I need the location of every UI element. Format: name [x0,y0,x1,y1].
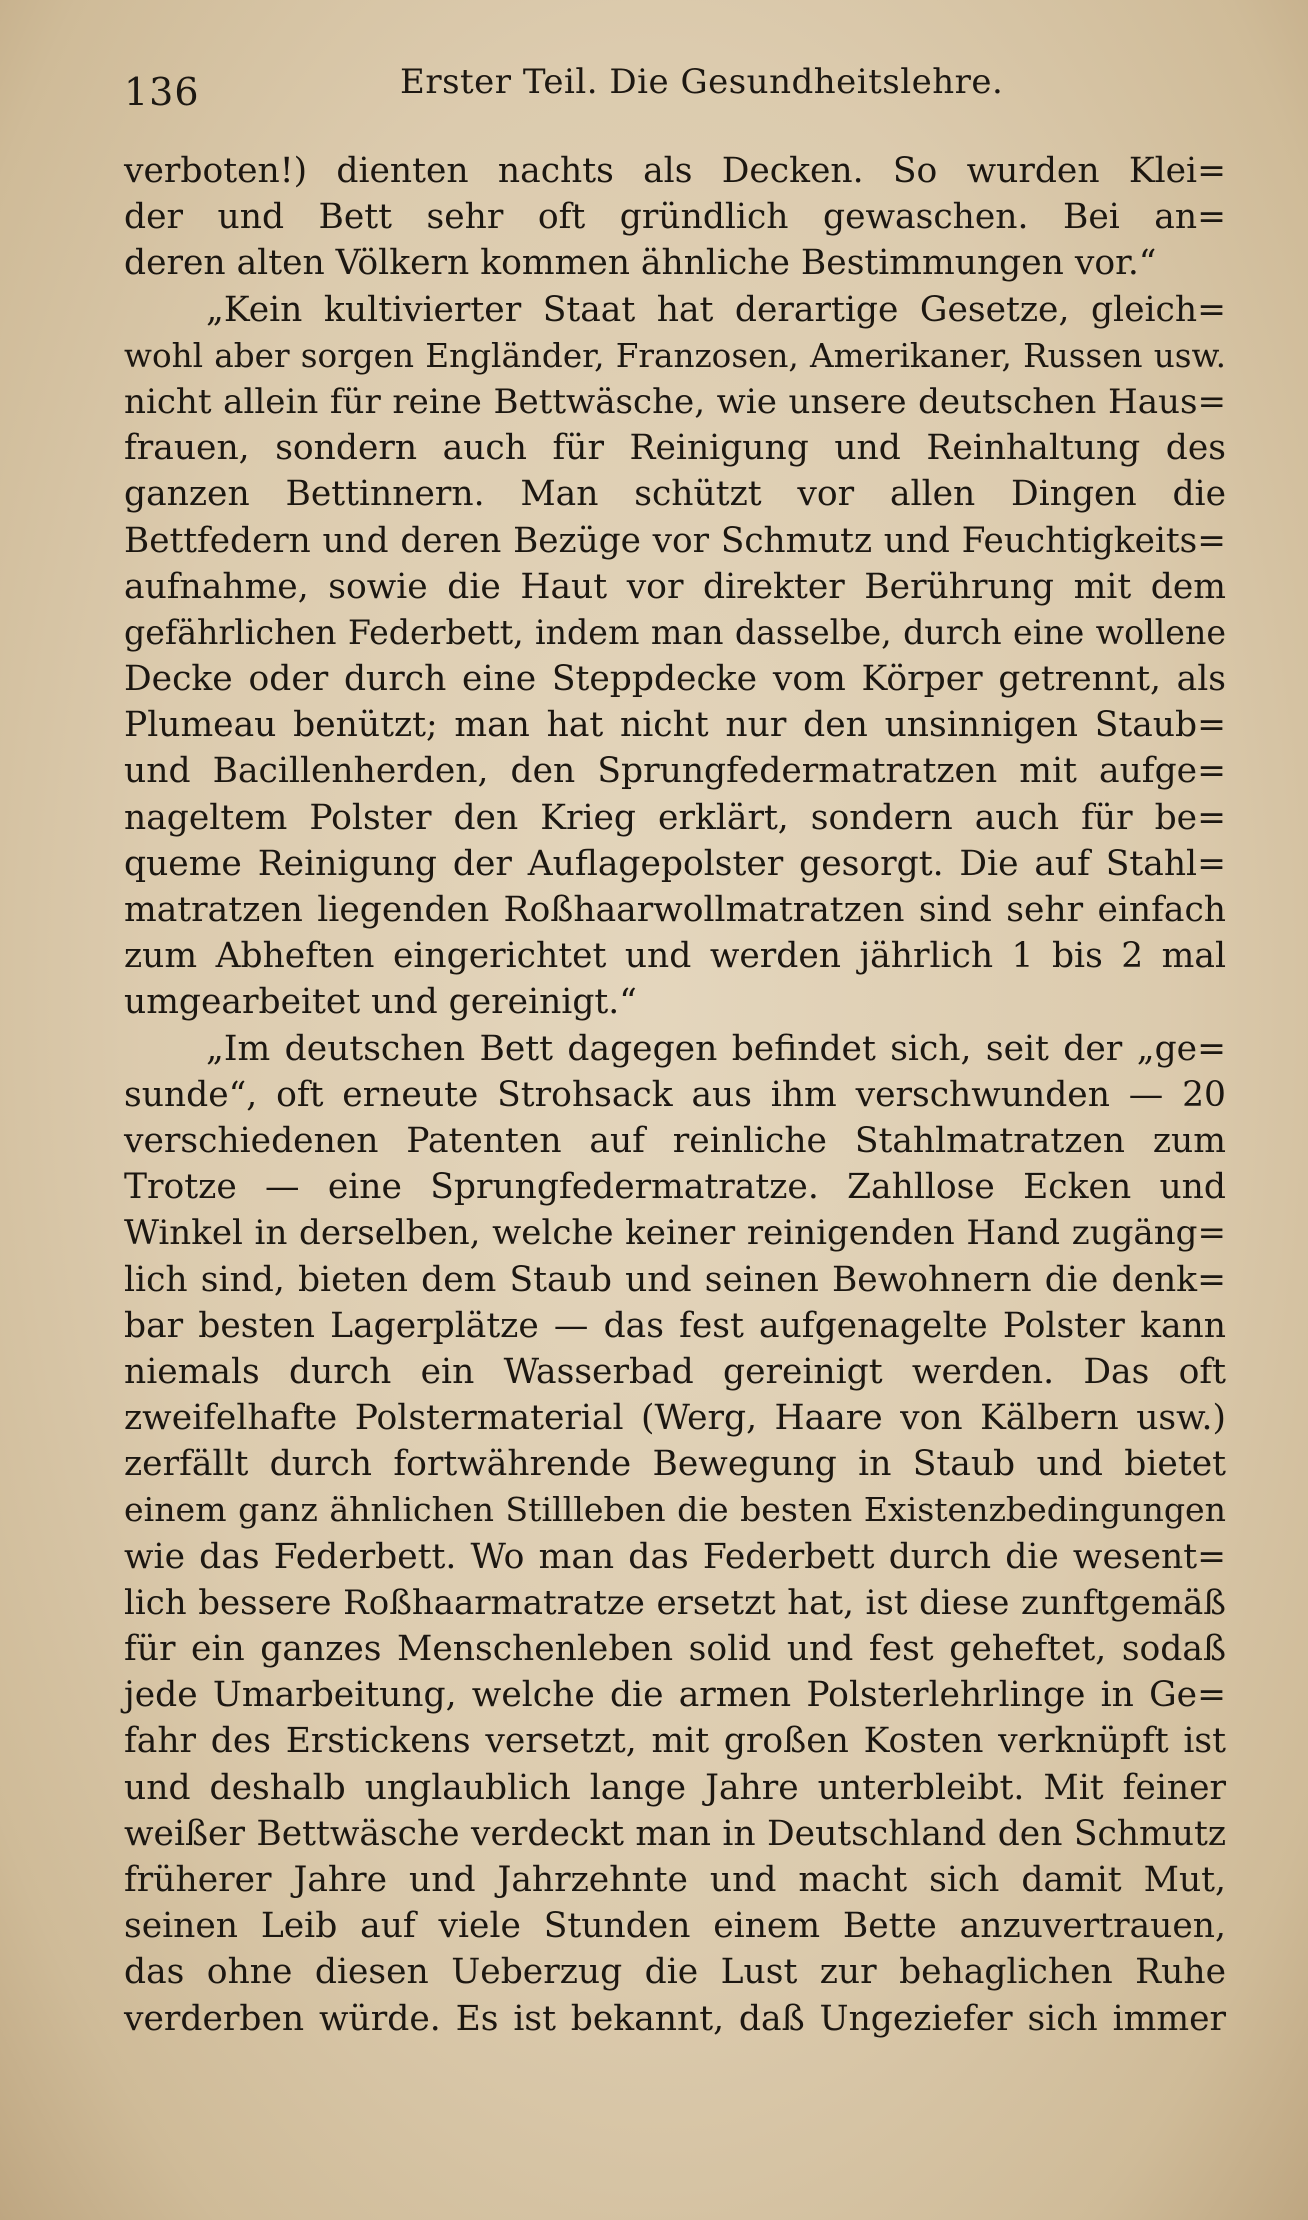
text-line: jede Umarbeitung, welche die armen Polsterlehrlinge in Ge= [124,1675,1226,1716]
text-line: niemals durch ein Wasserbad gereinigt werden. Das oft [124,1351,1226,1392]
text-line: das ohne diesen Ueberzug die Lust zur behaglichen Ruhe [124,1952,1226,1993]
text-line: Plumeau benützt; man hat nicht nur den unsinnigen Staub= [124,705,1226,746]
text-line: verboten!) dienten nachts als Decken. So wurden Klei= [124,151,1226,191]
text-line: zweifelhafte Polstermaterial (Werg, Haare von Kälbern usw.) [124,1398,1226,1439]
text-line: zum Abheften eingerichtet und werden jährlich 1 bis 2 mal [124,936,1226,977]
text-line: wie das Federbett. Wo man das Federbett durch die wesent= [124,1536,1226,1577]
text-line: seinen Leib auf viele Stunden einem Bette anzuvertrauen, [124,1906,1226,1947]
text-line: Trotze — eine Sprungfedermatratze. Zahllose Ecken und [124,1167,1226,1208]
text-line: verschiedenen Patenten auf reinliche Stahlmatratzen zum [124,1120,1226,1161]
text-line: ganzen Bettinnern. Man schützt vor allen Dingen die [124,474,1226,515]
text-line: der und Bett sehr oft gründlich gewaschen. Bei an= [124,197,1226,238]
running-head: Erster Teil. Die Gesundheitslehre. [400,62,1004,102]
text-line: nageltem Polster den Krieg erklärt, sondern auch für be= [124,797,1226,838]
text-line: wohl aber sorgen Engländer, Franzosen, Amerikaner, Russen usw. [124,336,1226,375]
text-line: fahr des Erstickens versetzt, mit großen Kosten verknüpft ist [124,1721,1226,1762]
text-line: Winkel in derselben, welche keiner reinigenden Hand zugäng= [124,1213,1226,1254]
text-line: „Im deutschen Bett dagegen befindet sich, seit der „ge= [206,1028,1226,1069]
text-line: einem ganz ähnlichen Stillleben die besten Existenzbedingungen [124,1490,1226,1530]
text-line: früherer Jahre und Jahrzehnte und macht sich damit Mut, [124,1859,1226,1900]
text-line: und deshalb unglaublich lange Jahre unterbleibt. Mit feiner [124,1767,1226,1808]
text-line: und Bacillenherden, den Sprungfedermatratzen mit aufge= [124,751,1226,792]
text-line: „Kein kultivierter Staat hat derartige Gesetze, gleich= [206,289,1226,330]
text-line: gefährlichen Federbett, indem man dasselbe, durch eine wollene [124,612,1226,652]
text-line: lich bessere Roßhaarmatratze ersetzt hat, ist diese zunftgemäß [124,1582,1226,1623]
text-line: matratzen liegenden Roßhaarwollmatratzen sind sehr einfach [124,890,1226,930]
text-line: Bettfedern und deren Bezüge vor Schmutz und Feuchtigkeits= [124,520,1226,561]
text-line: weißer Bettwäsche verdeckt man in Deutschland den Schmutz [124,1813,1226,1854]
text-line: für ein ganzes Menschenleben solid und fest geheftet, sodaß [124,1629,1226,1669]
text-line: zerfällt durch fortwährende Bewegung in Staub und bietet [124,1444,1226,1485]
text-line: frauen, sondern auch für Reinigung und Reinhaltung des [124,428,1226,469]
text-line: bar besten Lagerplätze — das fest aufgenagelte Polster kann [124,1305,1226,1346]
text-line: umgearbeitet und gereinigt.“ [124,982,637,1023]
page-number: 136 [124,70,200,114]
text-line: sunde“, oft erneute Strohsack aus ihm verschwunden — 20 [124,1074,1226,1115]
body-text [124,148,1226,2042]
text-line: Decke oder durch eine Steppdecke vom Körper getrennt, als [124,659,1226,700]
text-line: nicht allein für reine Bettwäsche, wie unsere deutschen Haus= [124,381,1226,422]
text-line: lich sind, bieten dem Staub und seinen Bewohnern die denk= [124,1259,1226,1300]
text-line: deren alten Völkern kommen ähnliche Bestimmungen vor.“ [124,243,1157,284]
text-line: queme Reinigung der Auflagepolster gesorgt. Die auf Stahl= [124,843,1226,884]
text-line: verderben würde. Es ist bekannt, daß Ungeziefer sich immer [124,1998,1226,2039]
text-line: aufnahme, sowie die Haut vor direkter Berührung mit dem [124,566,1226,607]
